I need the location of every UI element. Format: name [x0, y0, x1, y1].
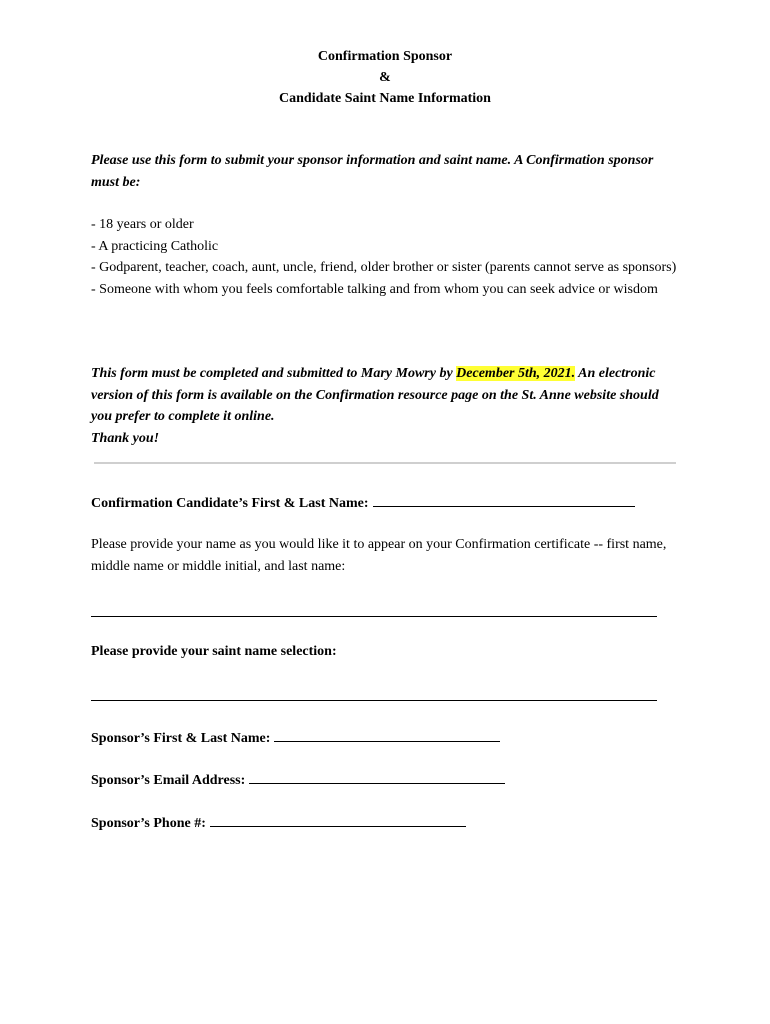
form-title	[0, 46, 770, 109]
sponsor-phone-label: Sponsor’s Phone #:	[91, 816, 206, 831]
sponsor-name-row	[91, 727, 681, 750]
requirement-item: - A practicing Catholic	[91, 238, 219, 254]
requirement-item: - 18 years or older	[91, 217, 194, 232]
sponsor-email-label: Sponsor’s Email Address:	[91, 773, 246, 788]
section-divider	[94, 462, 676, 464]
title-line-1: Confirmation Sponsor	[317, 49, 453, 64]
sponsor-email-field[interactable]	[249, 769, 505, 784]
saint-name-field[interactable]	[91, 700, 657, 701]
sponsor-phone-field[interactable]	[210, 812, 466, 827]
deadline-highlight: December 5th, 2021.	[456, 366, 576, 381]
sponsor-requirements-list	[91, 214, 681, 300]
sponsor-phone-row	[91, 812, 681, 835]
candidate-name-row	[91, 492, 681, 515]
thank-you-text: Thank you!	[91, 430, 160, 446]
notice-text-after: An electronic version of this form is available on the Confirmation resource page on the St. Anne website should you prefer to complete it online.	[91, 366, 659, 424]
candidate-name-field[interactable]	[373, 492, 635, 507]
sponsor-name-label: Sponsor’s First & Last Name:	[91, 731, 271, 746]
certificate-name-field[interactable]	[91, 616, 657, 617]
saint-name-label: Please provide your saint name selection:	[91, 644, 337, 659]
certificate-name-instructions: Please provide your name as you would like it to appear on your Confirmation certificate -- first name, middle name or middle initial, and last name:	[91, 537, 667, 574]
title-line-3: Candidate Saint Name Information	[279, 91, 491, 106]
submission-notice	[91, 363, 681, 449]
title-line-2: &	[379, 70, 391, 85]
notice-text-before: This form must be completed and submitted to Mary Mowry by	[91, 366, 457, 381]
requirement-item: - Godparent, teacher, coach, aunt, uncle, friend, older brother or sister (parents cannot serve as sponsors)	[91, 260, 677, 275]
intro-text: Please use this form to submit your sponsor information and saint name. A Confirmation sponsor must be:	[91, 153, 654, 190]
sponsor-email-row	[91, 769, 681, 792]
requirement-item: - Someone with whom you feels comfortable talking and from whom you can seek advice or wisdom	[91, 281, 658, 297]
candidate-name-label: Confirmation Candidate’s First & Last Name:	[91, 496, 369, 511]
sponsor-name-field[interactable]	[274, 727, 500, 742]
